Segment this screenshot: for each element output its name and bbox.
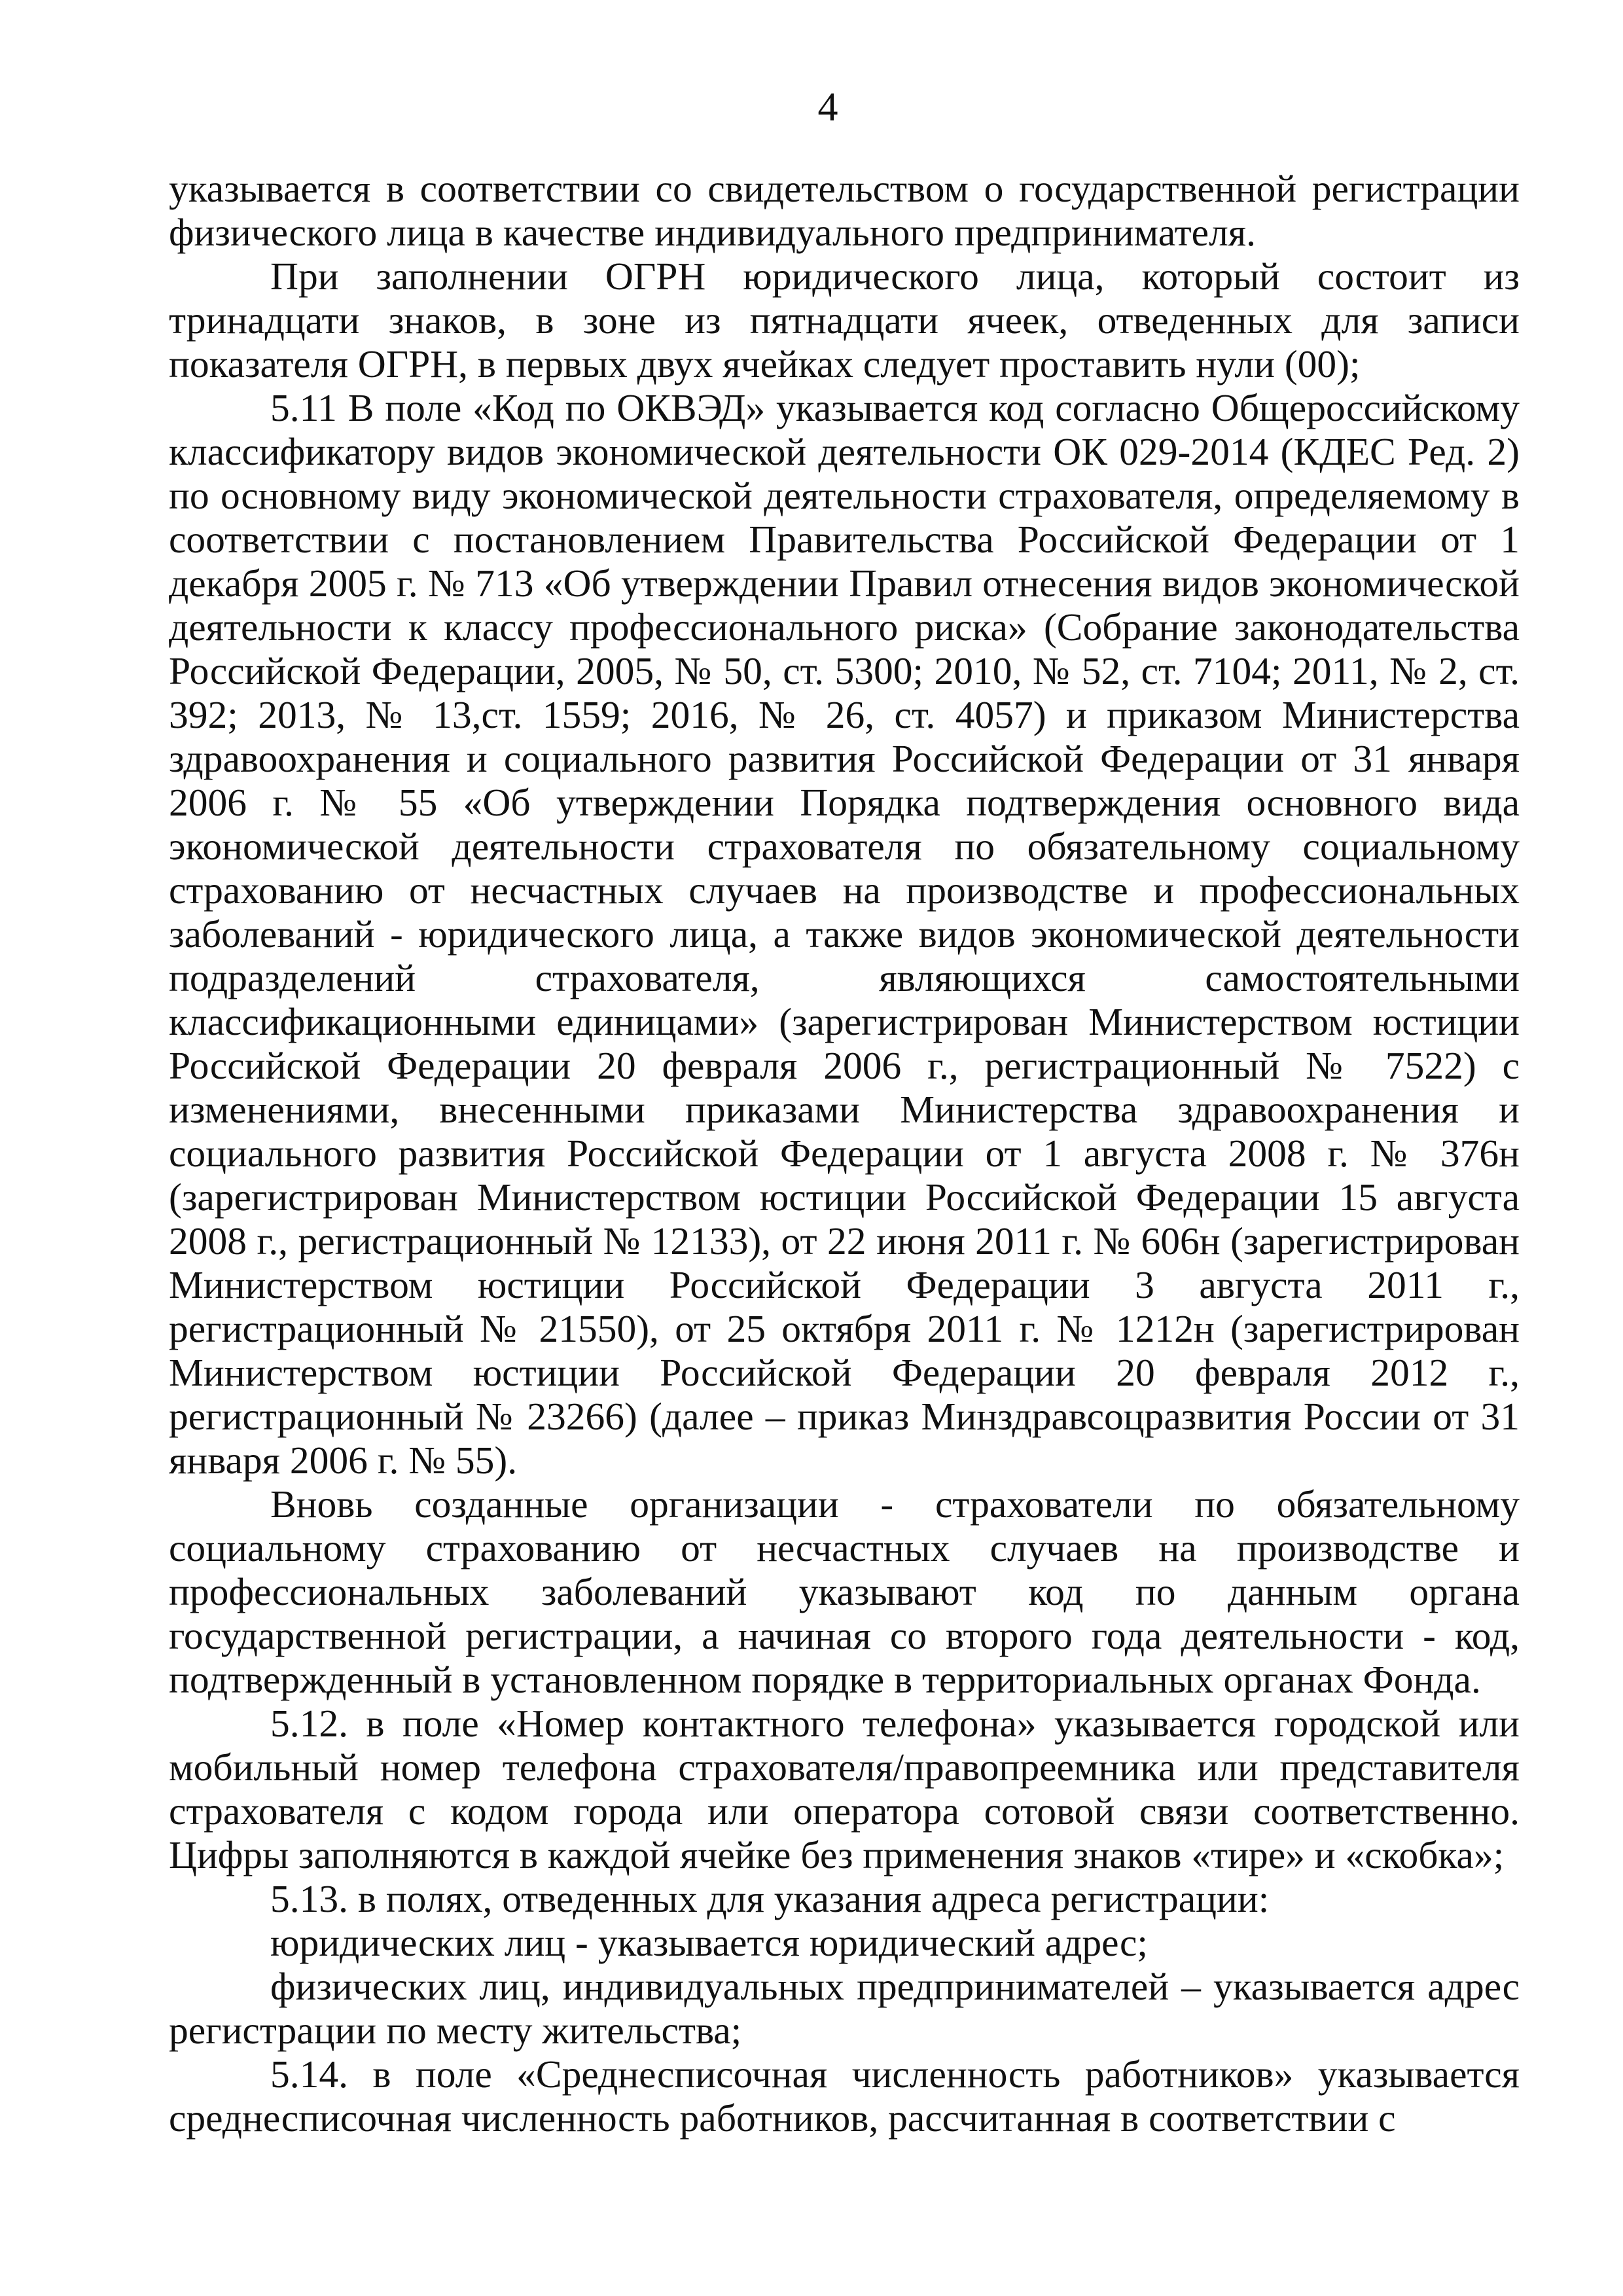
paragraph-5-12-phone: 5.12. в поле «Номер контактного телефона» указывается городской или мобильный номер телефона страхователя/правопреемника или представителя страхователя с кодом города или оператора сотовой связи соответственно. Цифры заполняются в каждой ячейке без применения знаков «тире» и «скобка»; xyxy=(169,1702,1520,1876)
paragraph-legal-entities-address: юридических лиц - указывается юридический адрес; xyxy=(270,1921,1148,1964)
paragraph-5-14-headcount: 5.14. в поле «Среднесписочная численность работников» указывается среднесписочная численность работников, рассчитанная в соответствии с xyxy=(169,2053,1520,2140)
page-number: 4 xyxy=(817,85,838,130)
paragraph-5-13-address: 5.13. в полях, отведенных для указания адреса регистрации: xyxy=(270,1877,1270,1920)
paragraph-individuals-address: физических лиц, индивидуальных предпринимателей – указывается адрес регистрации по месту жительства; xyxy=(169,1965,1520,2052)
paragraph-5-11-okved: 5.11 В поле «Код по ОКВЭД» указывается код согласно Общероссийскому классификатору видов экономической деятельности ОК 029-2014 (КДЕС Ред. 2) по основному виду экономической деятельности страхователя, определяемому в соответствии с постановлением Правительства Российской Федерации от 1 декабря 2005 г. № 713 «Об утверждении Правил отнесения видов экономической деятельности к классу профессионального риска» (Собрание законодательства Российской Федерации, 2005, № 50, ст. 5300; 2010, № 52, ст. 7104; 2011, № 2, ст. 392; 2013, № 13,ст. 1559; 2016, № 26, ст. 4057) и приказом Министерства здравоохранения и социального развития Российской Федерации от 31 января 2006 г. № 55 «Об утверждении Порядка подтверждения основного вида экономической деятельности страхователя по обязательному социальному страхованию от несчастных случаев на производстве и профессиональных заболеваний - юридического лица, а также видов экономической деятельности подразделений страхователя, являющихся самостоятельными классификационными единицами» (зарегистрирован Министерством юстиции Российской Федерации 20 февраля 2006 г., регистрационный № 7522) с изменениями, внесенными приказами Министерства здравоохранения и социального развития Российской Федерации от 1 августа 2008 г. № 376н (зарегистрирован Министерством юстиции Российской Федерации 15 августа 2008 г., регистрационный № 12133), от 22 июня 2011 г. № 606н (зарегистрирован Министерством юстиции Российской Федерации 3 августа 2011 г., регистрационный № 21550), от 25 октября 2011 г. № 1212н (зарегистрирован Министерством юстиции Российской Федерации 20 февраля 2012 г., регистрационный № 23266) (далее – приказ Минздравсоцразвития России от 31 января 2006 г. № 55). xyxy=(169,386,1520,1482)
paragraph-ogrnip-continuation: указывается в соответствии со свидетельством о государственной регистрации физического лица в качестве индивидуального предпринимателя. xyxy=(169,167,1520,254)
paragraph-new-organizations: Вновь созданные организации - страхователи по обязательному социальному страхованию от несчастных случаев на производстве и профессиональных заболеваний указывают код по данным органа государственной регистрации, а начиная со второго года деятельности - код, подтвержденный в установленном порядке в территориальных органах Фонда. xyxy=(169,1482,1520,1701)
document-body xyxy=(169,167,1520,2140)
paragraph-ogrn-legal-entity: При заполнении ОГРН юридического лица, который состоит из тринадцати знаков, в зоне из пятнадцати ячеек, отведенных для записи показателя ОГРН, в первых двух ячейках следует проставить нули (00); xyxy=(169,255,1520,386)
